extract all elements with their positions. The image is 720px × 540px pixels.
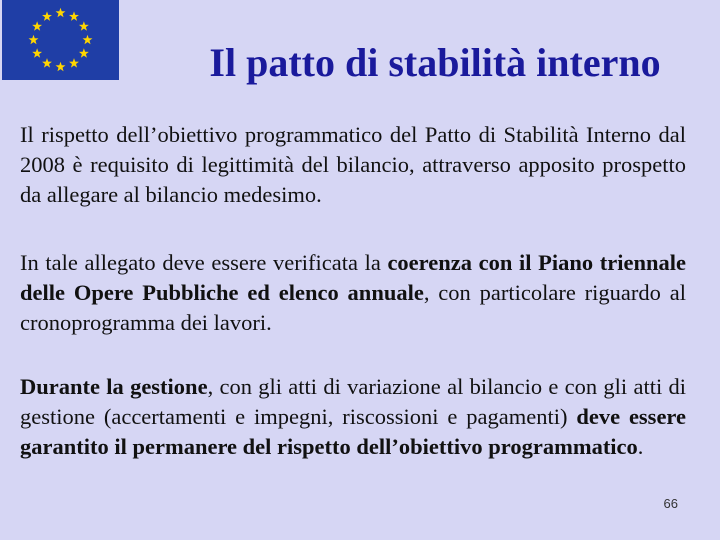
flag-star bbox=[69, 11, 79, 20]
paragraph-allegato bbox=[20, 248, 686, 338]
paragraph-gestione-emphasis-2: deve essere garantito il permanere del rispetto dell’obiettivo programmatico bbox=[20, 404, 686, 459]
eu-flag-icon bbox=[2, 0, 119, 80]
flag-star bbox=[42, 58, 52, 67]
flag-star bbox=[32, 21, 42, 30]
page-title: Il patto di stabilità interno bbox=[209, 40, 661, 85]
flag-star bbox=[79, 21, 89, 30]
flag-star bbox=[56, 62, 66, 71]
paragraph-allegato-text-post: , con particolare riguardo al cronoprogramma dei lavori. bbox=[20, 280, 686, 335]
flag-star bbox=[32, 48, 42, 57]
paragraph-allegato-text-pre: In tale allegato deve essere verificata la bbox=[20, 250, 388, 275]
paragraph-gestione-text-mid: , con gli atti di variazione al bilancio e con gli atti di gestione (accertamenti e impegni, riscossioni e pagamenti) bbox=[20, 374, 686, 429]
flag-star bbox=[42, 11, 52, 20]
flag-star bbox=[29, 35, 39, 44]
paragraph-gestione bbox=[20, 372, 686, 462]
paragraph-obiettivo-text: Il rispetto dell’obiettivo programmatico del Patto di Stabilità Interno dal 2008 è requisito di legittimità del bilancio, attraverso apposito prospetto da allegare al bilancio medesimo. bbox=[20, 122, 686, 207]
paragraph-gestione-emphasis-1: Durante la gestione bbox=[20, 374, 208, 399]
paragraph-gestione-text-post: . bbox=[637, 434, 644, 459]
flag-star bbox=[79, 48, 89, 57]
paragraph-allegato-emphasis: coerenza con il Piano triennale delle Opere Pubbliche ed elenco annuale bbox=[20, 250, 686, 305]
flag-star bbox=[83, 35, 93, 44]
flag-star bbox=[69, 58, 79, 67]
paragraph-obiettivo bbox=[20, 120, 686, 210]
page-number: 66 bbox=[663, 496, 678, 511]
flag-star bbox=[56, 8, 66, 17]
